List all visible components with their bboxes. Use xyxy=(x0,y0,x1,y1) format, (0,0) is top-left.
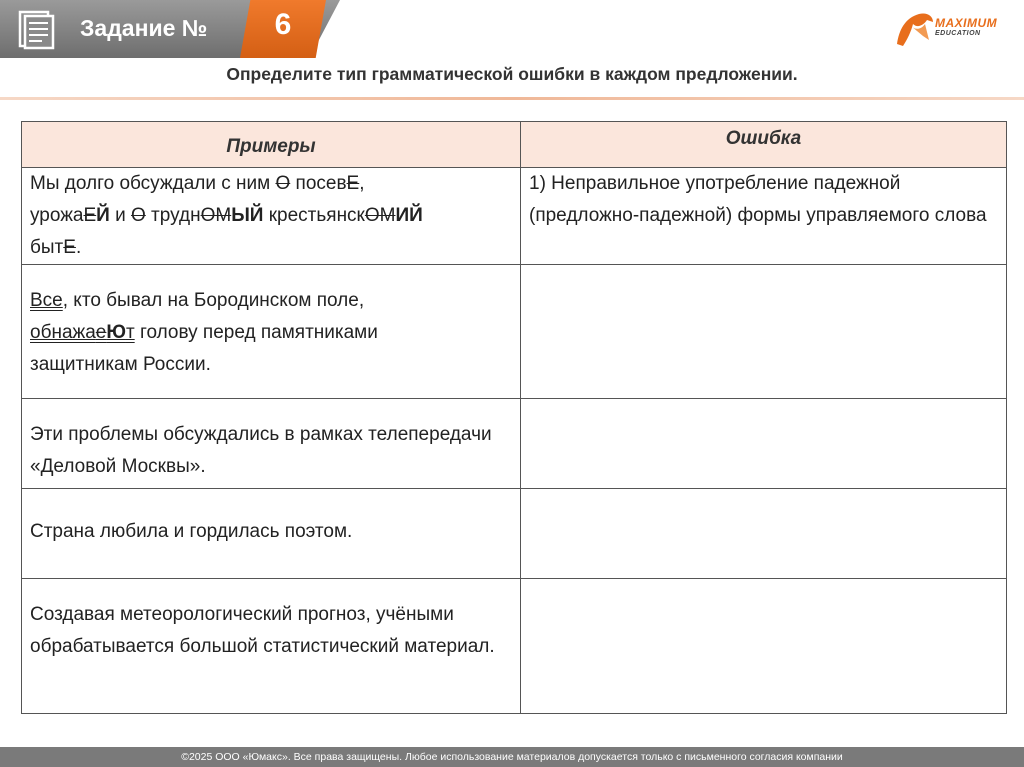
error-cell: 1) Неправильное употребление падежной (предложно-падежной) формы управляемого слова xyxy=(521,168,1007,265)
example-cell xyxy=(22,168,521,265)
correction-letter: Й xyxy=(96,205,110,226)
column-header-error: Ошибка xyxy=(521,122,1007,168)
example-text: быт xyxy=(30,237,64,258)
example-text: , xyxy=(359,173,365,194)
example-text: Мы долго обсуждали с ним xyxy=(30,173,276,194)
task-number: 6 xyxy=(274,8,292,41)
table-row xyxy=(22,265,1007,399)
error-cell[interactable] xyxy=(521,399,1007,489)
error-cell[interactable] xyxy=(521,489,1007,579)
struck-letter: Е xyxy=(83,205,97,226)
table-row xyxy=(22,168,1007,265)
table-row xyxy=(22,579,1007,714)
error-cell[interactable] xyxy=(521,579,1007,714)
example-text: защитникам России. xyxy=(30,354,211,375)
struck-letter: О xyxy=(275,173,291,194)
table-row xyxy=(22,489,1007,579)
example-cell: Эти проблемы обсуждались в рамках телепередачи «Деловой Москвы». xyxy=(22,399,521,489)
example-text: урожа xyxy=(30,205,84,226)
example-cell xyxy=(22,265,521,399)
example-cell: Страна любила и гордилась поэтом. xyxy=(22,489,521,579)
correction-letter: Ю xyxy=(106,322,126,343)
example-text: голову перед памятниками xyxy=(134,322,378,343)
column-header-examples: Примеры xyxy=(22,122,521,168)
copyright-text: ©2025 ООО «Юмакс». Все права защищены. Любое использование материалов допускается только с письменного согласия компании xyxy=(181,751,843,763)
struck-letter: О xyxy=(131,205,146,226)
example-cell: Создавая метеорологический прогноз, учёными обрабатывается большой статистический материал. xyxy=(22,579,521,714)
document-icon xyxy=(14,8,58,50)
struck-letter: ОМ xyxy=(200,205,232,226)
underlined-predicate: обнажаеЮт xyxy=(30,322,135,343)
struck-letter: Е xyxy=(63,237,76,258)
task-table xyxy=(21,121,1007,714)
example-text: посев xyxy=(290,173,347,194)
struck-letter: ОМ xyxy=(364,205,396,226)
example-text: , кто бывал на Бородинском поле, xyxy=(62,290,365,311)
table-row xyxy=(22,399,1007,489)
correction-letter: ИЙ xyxy=(395,205,423,226)
example-text: . xyxy=(75,237,82,258)
task-instruction: Определите тип грамматической ошибки в каждом предложении. xyxy=(226,64,798,84)
error-cell[interactable] xyxy=(521,265,1007,399)
correction-letter: ЫЙ xyxy=(231,205,264,226)
example-text: крестьянск xyxy=(263,205,365,226)
struck-letter: е xyxy=(95,322,107,343)
logo-sub-text: EDUCATION xyxy=(935,30,981,37)
logo-main-text: MAXIMUM xyxy=(935,16,998,30)
struck-letter: Е xyxy=(346,173,360,194)
underlined-subject: Все xyxy=(30,290,63,311)
task-label: Задание № xyxy=(80,15,208,41)
example-text: и xyxy=(109,205,131,226)
example-text: трудн xyxy=(145,205,201,226)
table-header-row xyxy=(22,122,1007,168)
accent-divider xyxy=(0,97,1024,100)
